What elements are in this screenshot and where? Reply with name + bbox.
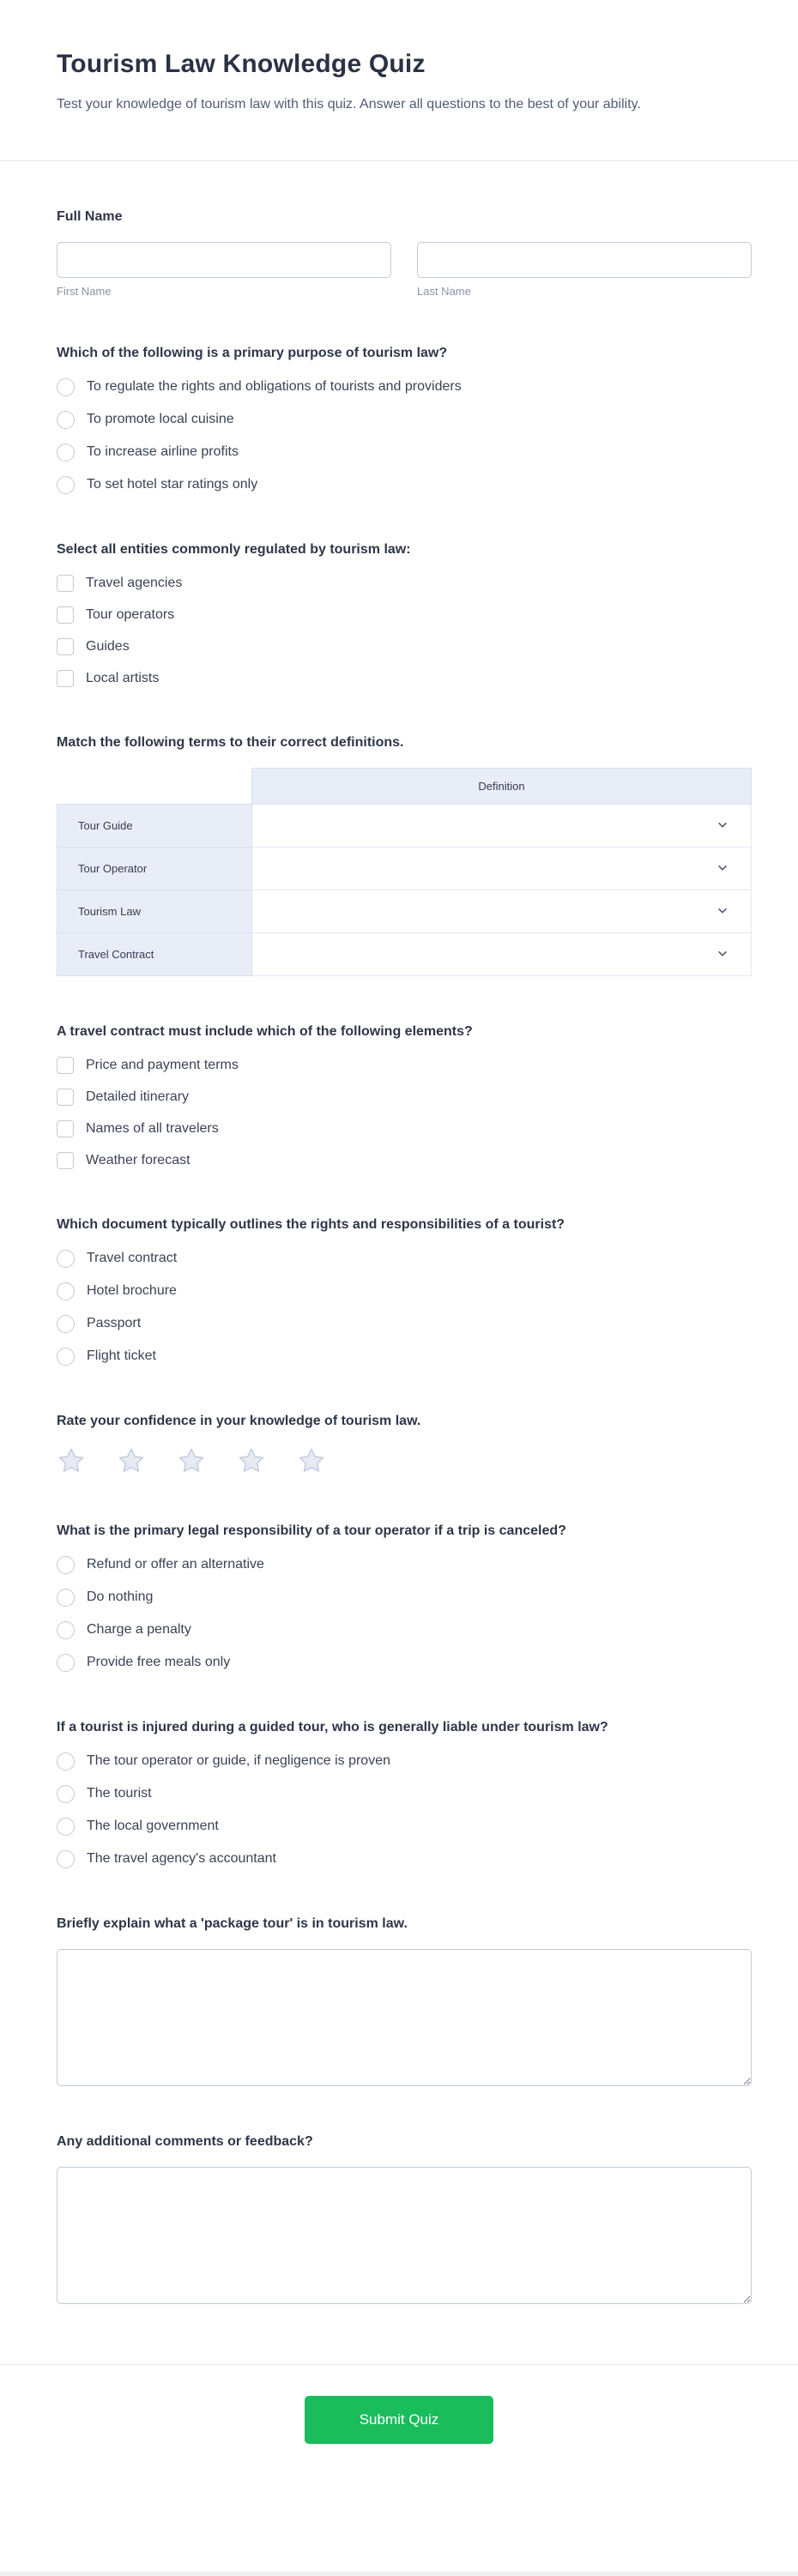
matrix-corner-cell	[57, 768, 252, 804]
radio-button[interactable]	[57, 443, 75, 462]
checkbox[interactable]	[57, 638, 74, 655]
checkbox[interactable]	[57, 1089, 74, 1106]
checkbox-option[interactable]	[57, 575, 752, 592]
table-row	[57, 804, 752, 847]
submit-quiz-button[interactable]: Submit Quiz	[305, 2396, 493, 2444]
chevron-down-icon	[716, 819, 728, 831]
matrix-row-label: Tour Operator	[57, 847, 252, 890]
question-block	[57, 542, 752, 687]
matrix-row-label: Tourism Law	[57, 890, 252, 932]
star-rating	[57, 1446, 752, 1475]
option-label: Hotel brochure	[87, 1283, 177, 1299]
radio-option[interactable]	[57, 476, 752, 494]
form-body	[0, 161, 798, 2304]
radio-button[interactable]	[57, 1621, 75, 1639]
star-icon[interactable]	[117, 1446, 146, 1475]
submit-section	[0, 2364, 798, 2489]
star-icon[interactable]	[177, 1446, 206, 1475]
form-header	[0, 0, 798, 160]
checkbox-option[interactable]	[57, 606, 752, 624]
question-block	[57, 2134, 752, 2304]
option-label: Names of all travelers	[86, 1120, 219, 1136]
radio-option[interactable]	[57, 1589, 752, 1607]
question-block	[57, 1720, 752, 1868]
radio-button[interactable]	[57, 1315, 75, 1333]
option-label: Tour operators	[86, 606, 175, 622]
option-label: Guides	[86, 638, 130, 654]
question-block	[57, 1916, 752, 2086]
chevron-down-icon	[716, 862, 728, 874]
first-name-input[interactable]	[57, 242, 391, 278]
radio-button[interactable]	[57, 1785, 75, 1803]
answer-textarea[interactable]	[57, 2167, 752, 2304]
radio-option[interactable]	[57, 378, 752, 396]
question-block	[57, 1024, 752, 1169]
radio-option[interactable]	[57, 1850, 752, 1868]
checkbox-option[interactable]	[57, 1152, 752, 1169]
radio-button[interactable]	[57, 1556, 75, 1574]
radio-option[interactable]	[57, 1250, 752, 1268]
table-row	[57, 847, 752, 890]
questions-container	[57, 346, 752, 2304]
radio-button[interactable]	[57, 1753, 75, 1771]
radio-option[interactable]	[57, 1348, 752, 1366]
radio-option[interactable]	[57, 411, 752, 429]
checkbox[interactable]	[57, 1120, 74, 1137]
question-label: Which of the following is a primary purpose of tourism law?	[57, 345, 448, 360]
option-label: Flight ticket	[87, 1348, 156, 1364]
radio-option[interactable]	[57, 1818, 752, 1836]
radio-button[interactable]	[57, 378, 75, 396]
radio-option[interactable]	[57, 443, 752, 462]
definition-dropdown[interactable]	[252, 932, 752, 975]
radio-option[interactable]	[57, 1282, 752, 1300]
definition-dropdown[interactable]	[252, 804, 752, 847]
first-name-sublabel: First Name	[57, 284, 112, 298]
checkbox-option[interactable]	[57, 1089, 752, 1106]
matrix-row-label: Tour Guide	[57, 804, 252, 847]
question-label: Full Name	[57, 208, 123, 224]
checkbox-option[interactable]	[57, 1120, 752, 1137]
question-block	[57, 735, 752, 976]
table-row	[57, 890, 752, 932]
radio-option[interactable]	[57, 1556, 752, 1574]
radio-option[interactable]	[57, 1753, 752, 1771]
definition-dropdown[interactable]	[252, 847, 752, 890]
name-inputs-row	[57, 242, 752, 298]
option-label: Travel agencies	[86, 575, 183, 590]
answer-textarea[interactable]	[57, 1949, 752, 2086]
matching-table	[57, 768, 752, 976]
question-label: Which document typically outlines the rights and responsibilities of a tourist?	[57, 1216, 565, 1232]
matrix-column-header: Definition	[252, 768, 752, 804]
option-label: The travel agency's accountant	[87, 1851, 276, 1867]
option-label: The tourist	[87, 1786, 152, 1801]
option-label: Weather forecast	[86, 1152, 190, 1167]
star-icon[interactable]	[237, 1446, 266, 1475]
option-label: To promote local cuisine	[87, 412, 234, 427]
chevron-down-icon	[716, 948, 728, 960]
radio-button[interactable]	[57, 1850, 75, 1868]
radio-option[interactable]	[57, 1785, 752, 1803]
checkbox[interactable]	[57, 1152, 74, 1169]
checkbox[interactable]	[57, 606, 74, 624]
last-name-column	[417, 242, 752, 298]
question-label: Any additional comments or feedback?	[57, 2133, 313, 2149]
table-row	[57, 932, 752, 975]
radio-button[interactable]	[57, 476, 75, 494]
checkbox-option[interactable]	[57, 1057, 752, 1074]
star-icon[interactable]	[297, 1446, 326, 1475]
question-block	[57, 1414, 752, 1475]
question-label: Briefly explain what a 'package tour' is in tourism law.	[57, 1915, 408, 1931]
page-title: Tourism Law Knowledge Quiz	[57, 50, 426, 78]
checkbox-option[interactable]	[57, 670, 752, 687]
option-label: Provide free meals only	[87, 1655, 231, 1670]
definition-dropdown[interactable]	[252, 890, 752, 932]
radio-option[interactable]	[57, 1315, 752, 1333]
last-name-sublabel: Last Name	[417, 284, 471, 298]
option-label: Charge a penalty	[87, 1622, 191, 1638]
question-label: If a tourist is injured during a guided tour, who is generally liable under tourism law?	[57, 1719, 608, 1734]
question-label: Rate your confidence in your knowledge of tourism law.	[57, 1413, 421, 1428]
option-label: The local government	[87, 1819, 219, 1834]
question-label: Match the following terms to their correct definitions.	[57, 734, 404, 750]
option-label: Refund or offer an alternative	[87, 1557, 264, 1572]
checkbox-option[interactable]	[57, 638, 752, 655]
option-label: Do nothing	[87, 1590, 154, 1605]
option-label: To set hotel star ratings only	[87, 477, 258, 492]
radio-button[interactable]	[57, 1348, 75, 1366]
option-label: To regulate the rights and obligations of tourists and providers	[87, 379, 462, 395]
option-label: Local artists	[86, 670, 160, 685]
chevron-down-icon	[716, 905, 728, 917]
star-icon[interactable]	[57, 1446, 86, 1475]
radio-button[interactable]	[57, 1818, 75, 1836]
checkbox[interactable]	[57, 575, 74, 592]
radio-button[interactable]	[57, 1250, 75, 1268]
question-block	[57, 346, 752, 494]
radio-button[interactable]	[57, 411, 75, 429]
radio-button[interactable]	[57, 1589, 75, 1607]
checkbox[interactable]	[57, 670, 74, 687]
option-label: Travel contract	[87, 1251, 178, 1266]
option-label: To increase airline profits	[87, 444, 239, 460]
option-label: Detailed itinerary	[86, 1089, 190, 1104]
option-label: Passport	[87, 1316, 142, 1331]
question-label: Select all entities commonly regulated by tourism law:	[57, 541, 411, 557]
question-label: What is the primary legal responsibility of a tour operator if a trip is canceled?	[57, 1523, 566, 1538]
question-block	[57, 1523, 752, 1672]
radio-button[interactable]	[57, 1654, 75, 1672]
checkbox[interactable]	[57, 1057, 74, 1074]
first-name-column	[57, 242, 391, 298]
radio-option[interactable]	[57, 1621, 752, 1639]
radio-button[interactable]	[57, 1282, 75, 1300]
question-block	[57, 1217, 752, 1366]
option-label: Price and payment terms	[86, 1057, 239, 1072]
full-name-field	[57, 209, 752, 298]
question-label: A travel contract must include which of the following elements?	[57, 1023, 473, 1039]
last-name-input[interactable]	[417, 242, 752, 278]
matrix-row-label: Travel Contract	[57, 932, 252, 975]
form-description: Test your knowledge of tourism law with this quiz. Answer all questions to the best of your ability.	[57, 97, 641, 112]
option-label: The tour operator or guide, if negligence is proven	[87, 1753, 390, 1769]
radio-option[interactable]	[57, 1654, 752, 1672]
